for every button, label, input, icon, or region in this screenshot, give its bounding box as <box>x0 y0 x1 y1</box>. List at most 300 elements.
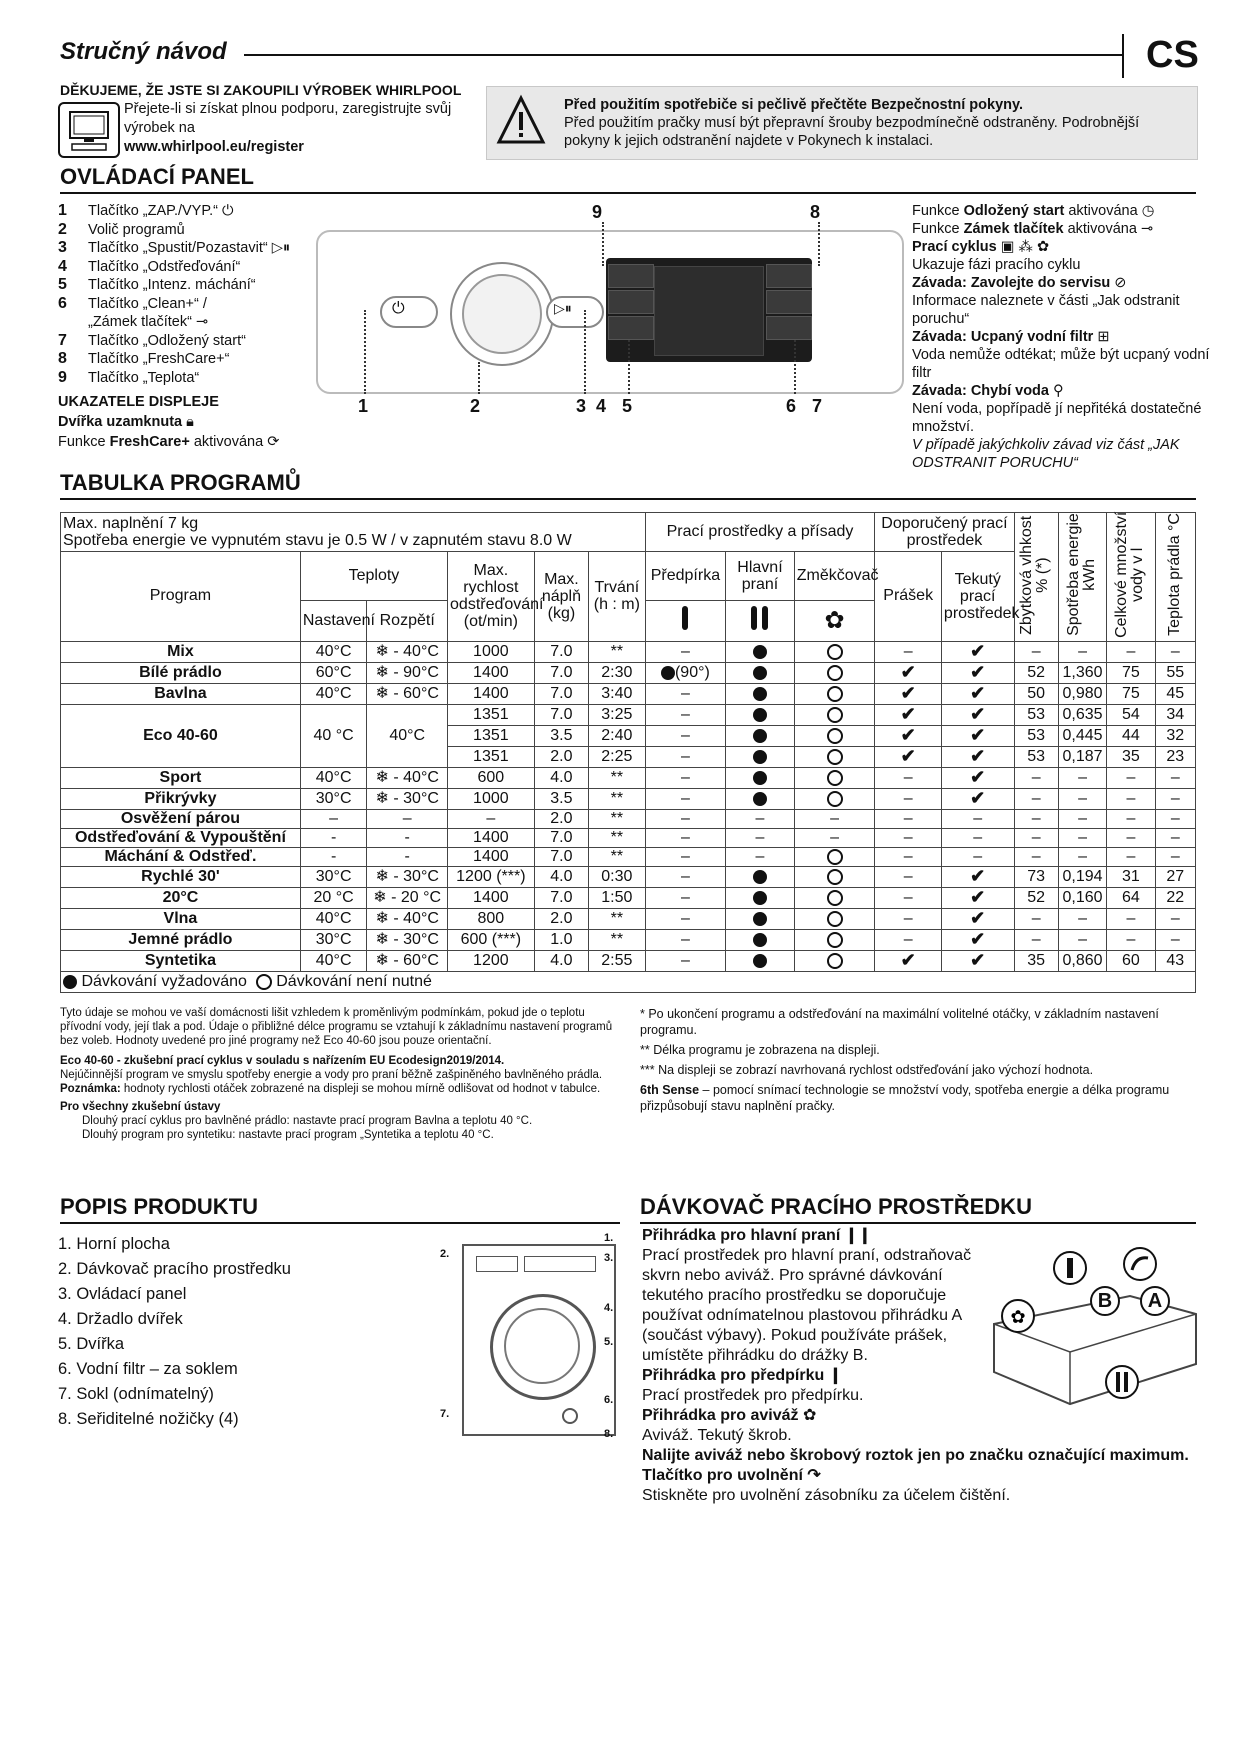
cell-t: – <box>1155 828 1195 847</box>
section-rule <box>640 1222 1196 1224</box>
empty-dot-icon <box>827 686 843 702</box>
h-liquid: Tekutý prací prostředek <box>941 552 1014 642</box>
mainwash-icon: ❙❙ <box>844 1227 872 1244</box>
filter-text: Voda nemůže odtékat; může být ucpaný vodní filtr <box>912 347 1210 381</box>
table-row <box>61 828 1196 847</box>
empty-dot-icon <box>827 728 843 744</box>
note-6: Dlouhý program pro syntetiku: nastavte prací program „Syntetika a teplotu 40 °C. <box>82 1129 494 1141</box>
control-item <box>58 221 290 240</box>
cell-set: 40°C <box>300 683 367 704</box>
filled-dot-icon <box>661 666 675 680</box>
check-icon: ✔ <box>970 787 986 808</box>
service-bold: Závada: Zavolejte do servisu <box>912 275 1111 291</box>
note-3-bold: Poznámka: <box>60 1083 121 1095</box>
cell-load: 3.5 <box>534 788 588 809</box>
cell-pre: – <box>645 767 726 788</box>
h-softener: Změkčovač <box>794 552 875 601</box>
legend-row <box>61 971 1196 992</box>
freshcare-icon: ⟳ <box>267 434 280 450</box>
product-item: 7. Sokl (odnímatelný) <box>58 1385 214 1403</box>
footnote-3: *** Na displeji se zobrazí navrhovaná rychlost odstřeďování jako výchozí hodnota. <box>640 1063 1094 1077</box>
cell-e: 0,194 <box>1058 866 1106 887</box>
note-2-bold: Eco 40-60 - zkušební prací cyklus v souladu s nařízením EU Ecodesign2019/2014. <box>60 1055 505 1067</box>
cell-w: 60 <box>1107 950 1155 971</box>
cell-main <box>726 683 795 704</box>
check-icon: ✔ <box>900 661 916 682</box>
cell-dur: 2:30 <box>589 662 645 683</box>
cell-rng: - <box>367 847 448 866</box>
filled-dot-icon <box>753 912 767 926</box>
delay-suffix: aktivována <box>1064 203 1138 219</box>
cell-dur: ** <box>589 847 645 866</box>
footnote-4: – pomocí snímací technologie se množství vody, spotřeba energie a délka programu přizpůsobují stavu naplnění pračky. <box>640 1083 1170 1113</box>
cell-dur: ** <box>589 767 645 788</box>
product-item: 2. Dávkovač pracího prostředku <box>58 1260 291 1278</box>
h-range: Rozpětí <box>367 600 448 641</box>
product-item: 3. Ovládací panel <box>58 1285 187 1303</box>
cell-liq: – <box>941 828 1014 847</box>
warning-body: Před použitím pračky musí být přepravní šrouby bezpodmínečně odstraněny. Podrobnější pokyny k jejich odstranění najdete v Pokynech k instalaci. <box>564 115 1140 149</box>
empty-dot-icon <box>827 932 843 948</box>
control-item <box>58 332 290 351</box>
h-duration: Trvání (h : m) <box>589 552 645 642</box>
filled-dot-icon <box>753 771 767 785</box>
h-speed: Max. rychlost odstřeďování (ot/min) <box>448 552 535 642</box>
control-item-num: 1 <box>58 202 67 219</box>
table-row <box>61 788 1196 809</box>
release-bold: Tlačítko pro uvolnění <box>642 1467 803 1484</box>
key-lock-icon: ⊸ <box>1140 221 1154 237</box>
cell-dur: 2:55 <box>589 950 645 971</box>
cell-e: 0,980 <box>1058 683 1106 704</box>
cell-w: 64 <box>1107 887 1155 908</box>
prewash-text: Prací prostředek pro předpírku. <box>642 1387 864 1404</box>
cell-soft <box>794 847 875 866</box>
table-row <box>61 683 1196 704</box>
empty-dot-icon <box>827 707 843 723</box>
cycle-bold: Prací cyklus <box>912 239 997 255</box>
section-rule <box>60 498 1196 500</box>
cell-load: 4.0 <box>534 866 588 887</box>
h-mainwash: Hlavní praní <box>726 552 795 601</box>
control-item-num: 7 <box>58 331 67 349</box>
cell-pow: – <box>875 866 942 887</box>
control-item-num: 8 <box>58 350 67 367</box>
cell-p: Syntetika <box>61 950 301 971</box>
check-icon: ✔ <box>900 745 916 766</box>
cell-soft <box>794 641 875 662</box>
cell-m: 52 <box>1014 887 1058 908</box>
product-item: 5. Dvířka <box>58 1335 125 1353</box>
lock-prefix: Funkce <box>912 221 964 237</box>
main-text: Prací prostředek pro hlavní praní, odstraňovač skvrn nebo aviváž. Pro správné dávkování tekutého pracího prostředku se doporučuje používat odnímatelnou plastovou přihrádku A (součást výbavy). Pokud používáte prášek, umístěte přihrádku do drážky B. <box>642 1247 972 1364</box>
empty-dot-icon <box>256 974 272 990</box>
header-divider <box>1122 34 1124 78</box>
diagram-num-8: 8 <box>810 202 821 222</box>
h-detergents: Prací prostředky a přísady <box>645 513 875 552</box>
cell-w: – <box>1107 828 1155 847</box>
product-item: 8. Seřiditelné nožičky (4) <box>58 1410 239 1428</box>
notes-right <box>640 1006 1200 1114</box>
cell-spd: 1200 <box>448 950 535 971</box>
cell-rng: ❄ - 60°C <box>367 683 448 704</box>
h-powder: Prášek <box>875 552 942 642</box>
filled-dot-icon <box>753 666 767 680</box>
cell-set: 40°C <box>300 908 367 929</box>
cell-pow: – <box>875 908 942 929</box>
cell-load: 2.0 <box>534 746 588 767</box>
filter-shape <box>562 1408 578 1424</box>
cell-pow <box>875 950 942 971</box>
cell-dur: 2:40 <box>589 725 645 746</box>
register-line: Přejete-li si získat plnou podporu, zaregistrujte svůj výrobek na <box>124 101 452 136</box>
empty-dot-icon <box>827 770 843 786</box>
softener-icon: ✿ <box>794 600 875 641</box>
table-row <box>61 767 1196 788</box>
h-water <box>1107 513 1155 642</box>
wash-cycle-icon: ▣ ⁂ ✿ <box>1000 239 1050 255</box>
cell-p: Vlna <box>61 908 301 929</box>
screen-button-5 <box>608 316 654 340</box>
cell-p: Osvěžení párou <box>61 809 301 828</box>
check-icon: ✔ <box>970 928 986 949</box>
warning-text <box>564 96 1184 150</box>
cell-pre: – <box>645 641 726 662</box>
table-row <box>61 887 1196 908</box>
cell-m: – <box>1014 641 1058 662</box>
check-icon: ✔ <box>970 640 986 661</box>
table-row <box>61 908 1196 929</box>
cell-main <box>726 866 795 887</box>
control-item-label: Tlačítko „Spustit/Pozastavit“ ▷⏸ <box>88 240 291 256</box>
check-icon: ✔ <box>970 745 986 766</box>
control-panel-heading: OVLÁDACÍ PANEL <box>60 164 254 189</box>
cell-p: Sport <box>61 767 301 788</box>
softener-text: Aviváž. Tekutý škrob. <box>642 1427 792 1444</box>
prewash-bold: Přihrádka pro předpírku <box>642 1367 825 1384</box>
cell-t: 43 <box>1155 950 1195 971</box>
door-glass-shape <box>504 1308 580 1384</box>
control-item <box>58 276 290 295</box>
lock-suffix: aktivována <box>1063 221 1137 237</box>
cell-load: 7.0 <box>534 847 588 866</box>
cell-dur: 1:50 <box>589 887 645 908</box>
cell-liq <box>941 662 1014 683</box>
filled-dot-icon <box>63 975 77 989</box>
display-indicators <box>58 392 279 452</box>
filled-dot-icon <box>753 750 767 764</box>
cell-main: – <box>726 828 795 847</box>
cell-e: 0,635 <box>1058 704 1106 725</box>
check-icon: ✔ <box>970 865 986 886</box>
check-icon: ✔ <box>970 703 986 724</box>
filled-dot-icon <box>753 729 767 743</box>
control-list <box>58 202 290 387</box>
cell-t: – <box>1155 641 1195 662</box>
table-row <box>61 847 1196 866</box>
cell-main: – <box>726 847 795 866</box>
cell-t: – <box>1155 809 1195 828</box>
cell-rng: ❄ - 90°C <box>367 662 448 683</box>
table-row <box>61 662 1196 683</box>
cell-load: 7.0 <box>534 887 588 908</box>
cell-m: – <box>1014 828 1058 847</box>
max-load: Max. naplnění 7 kg <box>63 515 199 532</box>
cell-rng: – <box>367 809 448 828</box>
cell-pre: – <box>645 828 726 847</box>
cell-main <box>726 767 795 788</box>
release-text: Stiskněte pro uvolnění zásobníku za účelem čištění. <box>642 1487 1011 1504</box>
cell-rng: ❄ - 30°C <box>367 929 448 950</box>
cell-spd: 1200 (***) <box>448 866 535 887</box>
screen-button-6 <box>766 290 812 314</box>
cell-rng: ❄ - 20 °C <box>367 887 448 908</box>
table-row <box>61 809 1196 828</box>
cell-p: Přikrývky <box>61 788 301 809</box>
check-icon: ✔ <box>970 724 986 745</box>
control-item <box>58 369 290 388</box>
label-8: 8. <box>604 1428 614 1440</box>
water-text: Není voda, popřípadě jí nepřitéká dostatečné množství. <box>912 401 1202 435</box>
register-text <box>124 100 474 157</box>
table-row <box>61 950 1196 971</box>
section-rule <box>60 192 1196 194</box>
cell-w: 75 <box>1107 683 1155 704</box>
legend-optional: Dávkování není nutné <box>276 972 432 990</box>
leader-3 <box>584 310 586 394</box>
freshcare-bold: FreshCare+ <box>109 434 190 450</box>
delay-bold: Odložený start <box>963 203 1065 219</box>
empty-dot-icon <box>827 665 843 681</box>
screen-button-4 <box>608 290 654 314</box>
leader-6 <box>794 340 796 394</box>
cell-dur: ** <box>589 809 645 828</box>
diagram-num-4: 4 <box>596 396 607 416</box>
control-item-label: Tlačítko „Teplota“ <box>88 369 200 386</box>
cell-dur: ** <box>589 828 645 847</box>
warning-bold: Před použitím spotřebiče si pečlivě přečtěte Bezpečnostní pokyny. <box>564 97 1024 113</box>
cell-load: 3.5 <box>534 725 588 746</box>
check-icon: ✔ <box>970 682 986 703</box>
note-4-bold: Pro všechny zkušební ústavy <box>60 1101 221 1113</box>
cell-soft <box>794 908 875 929</box>
cell-spd: 1400 <box>448 847 535 866</box>
cell-main <box>726 704 795 725</box>
check-icon: ✔ <box>900 724 916 745</box>
cell-pre: – <box>645 746 726 767</box>
empty-dot-icon <box>827 911 843 927</box>
cell-rng: ❄ - 30°C <box>367 788 448 809</box>
cell-t: – <box>1155 847 1195 866</box>
cell-pow: – <box>875 828 942 847</box>
cell-load: 7.0 <box>534 828 588 847</box>
dispenser-illustration <box>990 1244 1200 1414</box>
cell-spd: 600 (***) <box>448 929 535 950</box>
cell-soft <box>794 887 875 908</box>
cell-rng: ❄ - 40°C <box>367 767 448 788</box>
cell-t: 55 <box>1155 662 1195 683</box>
program-table <box>60 512 1196 993</box>
cell-set: - <box>300 847 367 866</box>
control-item-num <box>58 313 88 332</box>
filter-bold: Závada: Ucpaný vodní filtr <box>912 329 1094 345</box>
cell-load: 4.0 <box>534 767 588 788</box>
diagram-num-6: 6 <box>786 396 797 416</box>
cycle-text: Ukazuje fázi pracího cyklu <box>912 257 1081 273</box>
h-recommended: Doporučený prací prostředek <box>875 513 1014 552</box>
leader-1 <box>364 310 366 394</box>
empty-dot-icon <box>827 890 843 906</box>
screen-button-9 <box>608 264 654 288</box>
cell-pow: – <box>875 847 942 866</box>
table-row <box>61 929 1196 950</box>
cell-liq <box>941 929 1014 950</box>
cell-t: 27 <box>1155 866 1195 887</box>
control-item-num: 6 <box>58 294 67 312</box>
h-temp-text: Teplota prádla °C <box>1166 513 1184 636</box>
softener-bold: Přihrádka pro aviváž <box>642 1407 799 1424</box>
computer-icon <box>58 102 120 158</box>
cell-pre: – <box>645 908 726 929</box>
check-icon: ✔ <box>900 682 916 703</box>
cell-pow <box>875 662 942 683</box>
control-item-num: 3 <box>58 239 67 256</box>
cell-pow <box>875 683 942 704</box>
diagram-num-9: 9 <box>592 202 603 222</box>
fault-note: V případě jakýchkoliv závad viz část „JAK ODSTRANIT PORUCHU“ <box>912 437 1180 471</box>
h-maxload: Max. náplň (kg) <box>534 552 588 642</box>
tap-icon: ⚲ <box>1053 383 1064 399</box>
cell-main <box>726 725 795 746</box>
empty-dot-icon <box>827 849 843 865</box>
cell-m: – <box>1014 929 1058 950</box>
control-item-num: 5 <box>58 276 67 293</box>
cell-t: 23 <box>1155 746 1195 767</box>
cell-w: 44 <box>1107 725 1155 746</box>
control-item-label: „Zámek tlačítek“ ⊸ <box>88 314 209 330</box>
cell-load: 2.0 <box>534 809 588 828</box>
product-item: 1. Horní plocha <box>58 1235 170 1253</box>
drawer-shape <box>476 1256 518 1272</box>
warning-icon <box>496 94 546 148</box>
cell-spd: 1000 <box>448 641 535 662</box>
language-code: CS <box>1146 34 1199 76</box>
cell-main <box>726 908 795 929</box>
cell-set: 60°C <box>300 662 367 683</box>
cell-spd: 1400 <box>448 683 535 704</box>
cell-pre: – <box>645 950 726 971</box>
check-icon: ✔ <box>970 907 986 928</box>
cell-soft <box>794 929 875 950</box>
label-a: A <box>1140 1286 1170 1316</box>
diagram-num-2: 2 <box>470 396 481 416</box>
cell-w: – <box>1107 847 1155 866</box>
product-list <box>58 1232 291 1432</box>
cell-set: 40°C <box>300 767 367 788</box>
control-item <box>58 258 290 277</box>
check-icon: ✔ <box>900 703 916 724</box>
cell-m: 53 <box>1014 746 1058 767</box>
cell-dur: 2:25 <box>589 746 645 767</box>
footnote-2: ** Délka programu je zobrazena na displeji. <box>640 1043 880 1057</box>
table-row <box>61 641 1196 662</box>
max-note: Nalijte aviváž nebo škrobový roztok jen po značku označující maximum. <box>642 1447 1189 1464</box>
cell-w: 54 <box>1107 704 1155 725</box>
cell-liq <box>941 887 1014 908</box>
cell-set: 30°C <box>300 788 367 809</box>
cell-load: 2.0 <box>534 908 588 929</box>
cell-rng: ❄ - 30°C <box>367 866 448 887</box>
cell-pre: – <box>645 788 726 809</box>
cell-w: – <box>1107 929 1155 950</box>
cell-e: – <box>1058 788 1106 809</box>
cell-soft <box>794 788 875 809</box>
cell-m: 73 <box>1014 866 1058 887</box>
cell-m: 53 <box>1014 725 1058 746</box>
cell-t: 34 <box>1155 704 1195 725</box>
cell-soft <box>794 746 875 767</box>
cell-t: 45 <box>1155 683 1195 704</box>
table-row <box>61 866 1196 887</box>
cell-soft <box>794 767 875 788</box>
filled-dot-icon <box>753 933 767 947</box>
cell-e: – <box>1058 641 1106 662</box>
control-item-label: Tlačítko „Odložený start“ <box>88 332 246 349</box>
cell-soft <box>794 704 875 725</box>
power-icon: ⏻ <box>392 300 405 317</box>
cell-load: 4.0 <box>534 950 588 971</box>
cell-dur: 3:40 <box>589 683 645 704</box>
cell-spd: 1351 <box>448 746 535 767</box>
cell-set: - <box>300 828 367 847</box>
cell-pre <box>645 662 726 683</box>
cell-pre: – <box>645 847 726 866</box>
h-setting: Nastavení <box>300 600 367 641</box>
cell-dur: 0:30 <box>589 866 645 887</box>
cell-liq: – <box>941 847 1014 866</box>
cell-set: 40°C <box>300 950 367 971</box>
leader-9 <box>602 222 604 266</box>
cell-dur: ** <box>589 929 645 950</box>
h-water-text: Celkové množství vody v l <box>1112 511 1146 638</box>
empty-dot-icon <box>827 644 843 660</box>
filter-icon: ⊞ <box>1097 329 1110 345</box>
cell-load: 1.0 <box>534 929 588 950</box>
cell-m: 35 <box>1014 950 1058 971</box>
prewash-temp: (90°) <box>674 663 710 681</box>
h-energy <box>1058 513 1106 642</box>
empty-dot-icon <box>827 791 843 807</box>
control-item <box>58 239 290 258</box>
program-table-heading: TABULKA PROGRAMŮ <box>60 470 301 495</box>
check-icon: ✔ <box>970 949 986 970</box>
cell-rng: ❄ - 40°C <box>367 908 448 929</box>
svg-text:✿: ✿ <box>1010 1307 1026 1328</box>
register-link[interactable]: www.whirlpool.eu/register <box>124 139 304 155</box>
empty-dot-icon <box>827 749 843 765</box>
cell-pow <box>875 746 942 767</box>
page-title: Stručný návod <box>60 38 227 65</box>
cell-spd: – <box>448 809 535 828</box>
cell-spd: 1400 <box>448 662 535 683</box>
cell-m: 53 <box>1014 704 1058 725</box>
label-7: 7. <box>440 1408 450 1420</box>
h-prewash: Předpírka <box>645 552 726 601</box>
cell-set: – <box>300 809 367 828</box>
cell-liq <box>941 725 1014 746</box>
label-5: 5. <box>604 1336 614 1348</box>
cell-w: 75 <box>1107 662 1155 683</box>
